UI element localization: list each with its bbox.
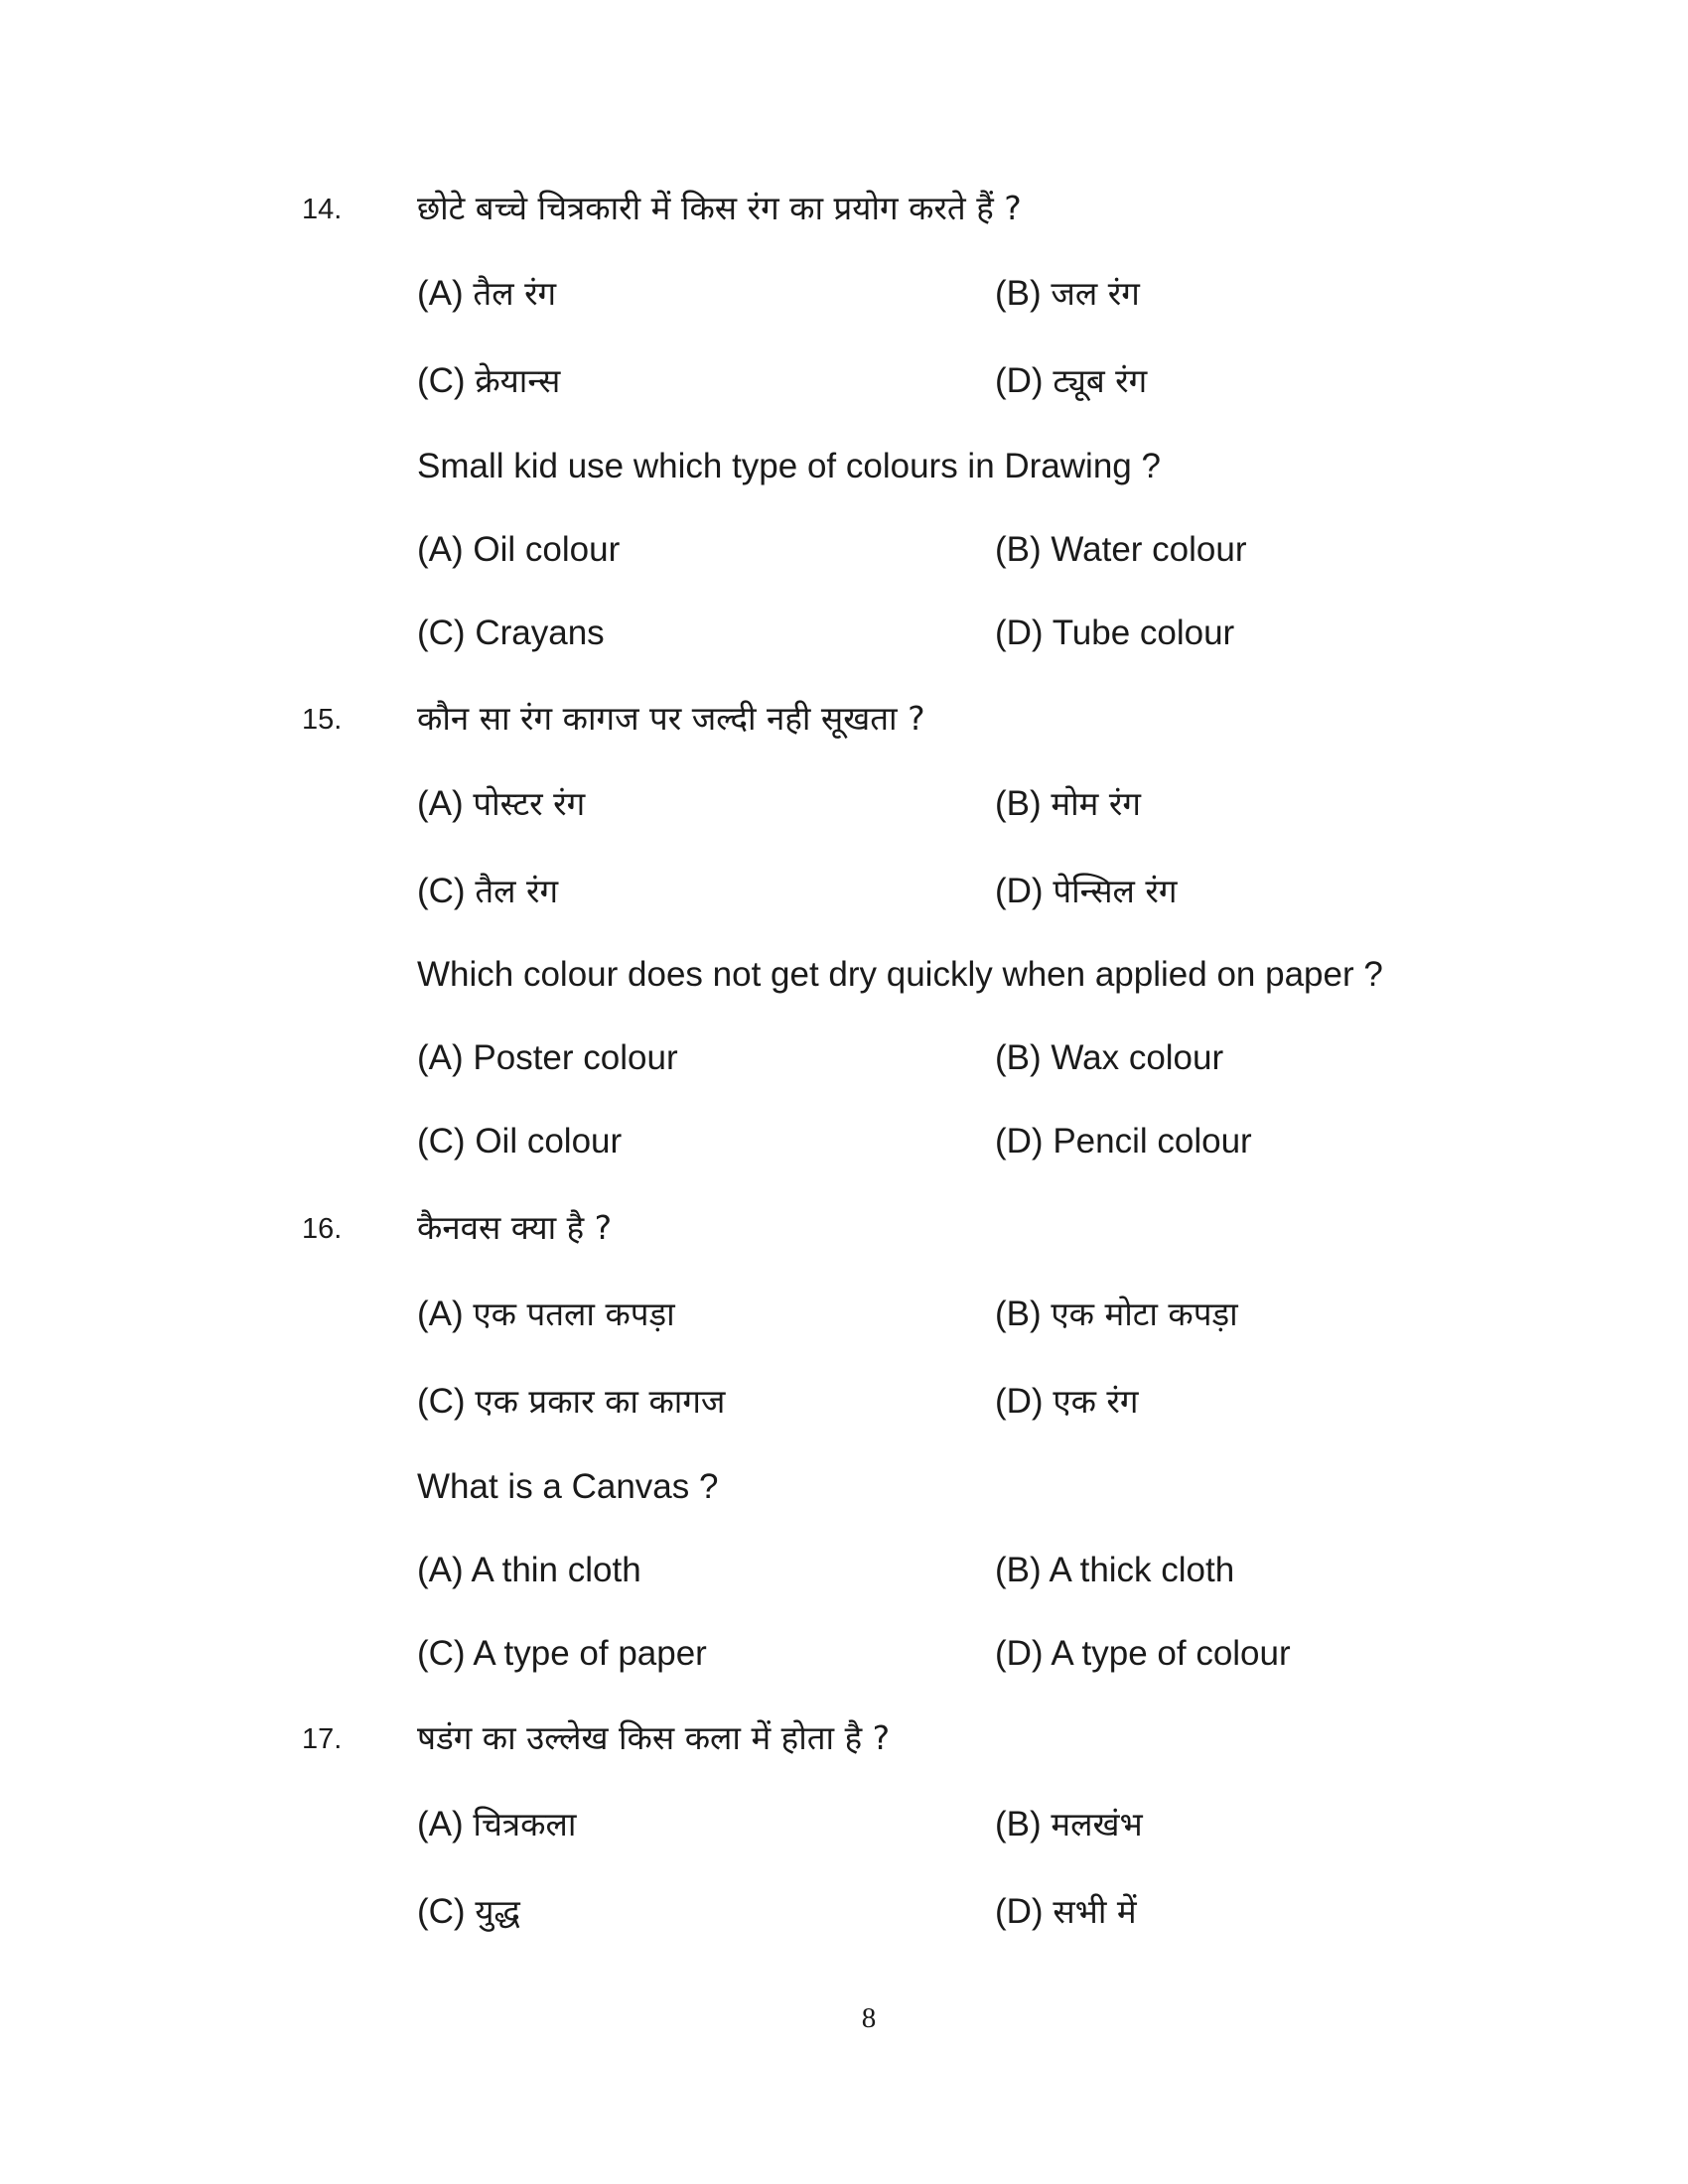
option-text: Wax colour [1051, 1038, 1224, 1077]
option-label: (B) [995, 1805, 1042, 1843]
option-text: A thick cloth [1049, 1551, 1235, 1589]
option-label: (D) [995, 1892, 1044, 1931]
option-label: (C) [417, 1892, 466, 1931]
option-b-english [995, 1034, 1223, 1082]
option-label: (A) [417, 274, 464, 313]
option-text: मोम रंग [1051, 784, 1141, 823]
option-label: (C) [417, 1122, 466, 1160]
option-d-hindi [995, 868, 1178, 915]
question-text-hindi: छोटे बच्चे चित्रकारी में किस रंग का प्रयोग करते हैं ? [417, 189, 1022, 227]
option-b-hindi [995, 1801, 1143, 1848]
option-text: A thin cloth [471, 1551, 641, 1589]
option-label: (B) [995, 274, 1042, 313]
option-b-hindi [995, 780, 1141, 828]
option-text: Water colour [1051, 530, 1247, 569]
option-text: ट्यूब रंग [1053, 361, 1148, 400]
option-c-english [417, 610, 605, 657]
option-label: (D) [995, 872, 1044, 910]
option-text: चित्रकला [473, 1805, 577, 1843]
option-text: एक पतला कपड़ा [473, 1295, 675, 1333]
option-text: युद्ध [475, 1892, 520, 1931]
option-label: (B) [995, 1551, 1042, 1589]
option-c-english [417, 1630, 707, 1678]
option-label: (B) [995, 530, 1042, 569]
option-text: तैल रंग [473, 274, 557, 313]
option-label: (D) [995, 361, 1044, 400]
option-text: मलखंभ [1051, 1805, 1143, 1843]
option-text: एक मोटा कपड़ा [1051, 1295, 1238, 1333]
question-number: 15. [302, 704, 343, 736]
option-text: A type of colour [1051, 1634, 1291, 1673]
option-text: क्रेयान्स [475, 361, 561, 400]
question-number: 16. [302, 1213, 343, 1245]
option-a-hindi [417, 270, 556, 318]
option-label: (C) [417, 1634, 466, 1673]
option-label: (C) [417, 1382, 466, 1421]
option-label: (D) [995, 1122, 1044, 1160]
option-text: Oil colour [473, 530, 621, 569]
option-b-hindi [995, 270, 1140, 318]
option-label: (A) [417, 1551, 464, 1589]
option-a-hindi [417, 1801, 576, 1848]
option-text: Poster colour [473, 1038, 678, 1077]
option-text: पोस्टर रंग [473, 784, 586, 823]
option-text: Tube colour [1052, 614, 1235, 652]
option-label: (C) [417, 361, 466, 400]
option-label: (B) [995, 1295, 1042, 1333]
option-text: पेन्सिल रंग [1053, 872, 1178, 910]
option-text: Crayans [475, 614, 605, 652]
question-text-hindi: कौन सा रंग कागज पर जल्दी नही सूखता ? [417, 699, 925, 738]
option-text: Oil colour [475, 1122, 623, 1160]
option-a-hindi [417, 1291, 675, 1338]
option-b-english [995, 526, 1247, 574]
option-text: A type of paper [473, 1634, 707, 1673]
option-text: एक रंग [1053, 1382, 1139, 1421]
option-a-english [417, 1547, 641, 1594]
page-number: 8 [861, 2002, 877, 2034]
option-a-hindi [417, 780, 585, 828]
option-a-english [417, 1034, 678, 1082]
option-c-hindi [417, 1888, 520, 1936]
option-label: (B) [995, 1038, 1042, 1077]
option-text: तैल रंग [475, 872, 559, 910]
question-text-hindi: कैनवस क्या है ? [417, 1208, 613, 1247]
option-label: (A) [417, 1805, 464, 1843]
option-c-hindi [417, 1378, 725, 1426]
option-label: (A) [417, 530, 464, 569]
option-text: जल रंग [1051, 274, 1140, 313]
option-a-english [417, 526, 620, 574]
option-label: (D) [995, 614, 1044, 652]
option-text: सभी में [1053, 1892, 1137, 1931]
option-label: (A) [417, 784, 464, 823]
question-text-hindi: षडंग का उल्लेख किस कला में होता है ? [417, 1718, 891, 1757]
question-text-english: Which colour does not get dry quickly when applied on paper ? [417, 955, 1383, 994]
option-d-english [995, 1118, 1252, 1165]
option-label: (D) [995, 1382, 1044, 1421]
question-number: 14. [302, 194, 343, 225]
option-b-english [995, 1547, 1234, 1594]
option-label: (D) [995, 1634, 1044, 1673]
option-d-hindi [995, 357, 1147, 405]
option-text: Pencil colour [1053, 1122, 1252, 1160]
question-text-english: What is a Canvas ? [417, 1467, 719, 1506]
question-text-english: Small kid use which type of colours in Drawing ? [417, 447, 1161, 485]
option-d-hindi [995, 1378, 1139, 1426]
option-label: (C) [417, 614, 466, 652]
option-c-hindi [417, 868, 558, 915]
option-d-english [995, 610, 1234, 657]
option-b-hindi [995, 1291, 1238, 1338]
option-label: (C) [417, 872, 466, 910]
option-label: (A) [417, 1295, 464, 1333]
option-d-hindi [995, 1888, 1137, 1936]
option-c-hindi [417, 357, 560, 405]
option-c-english [417, 1118, 622, 1165]
option-d-english [995, 1630, 1291, 1678]
question-number: 17. [302, 1723, 343, 1755]
option-label: (B) [995, 784, 1042, 823]
option-text: एक प्रकार का कागज [475, 1382, 726, 1421]
option-label: (A) [417, 1038, 464, 1077]
